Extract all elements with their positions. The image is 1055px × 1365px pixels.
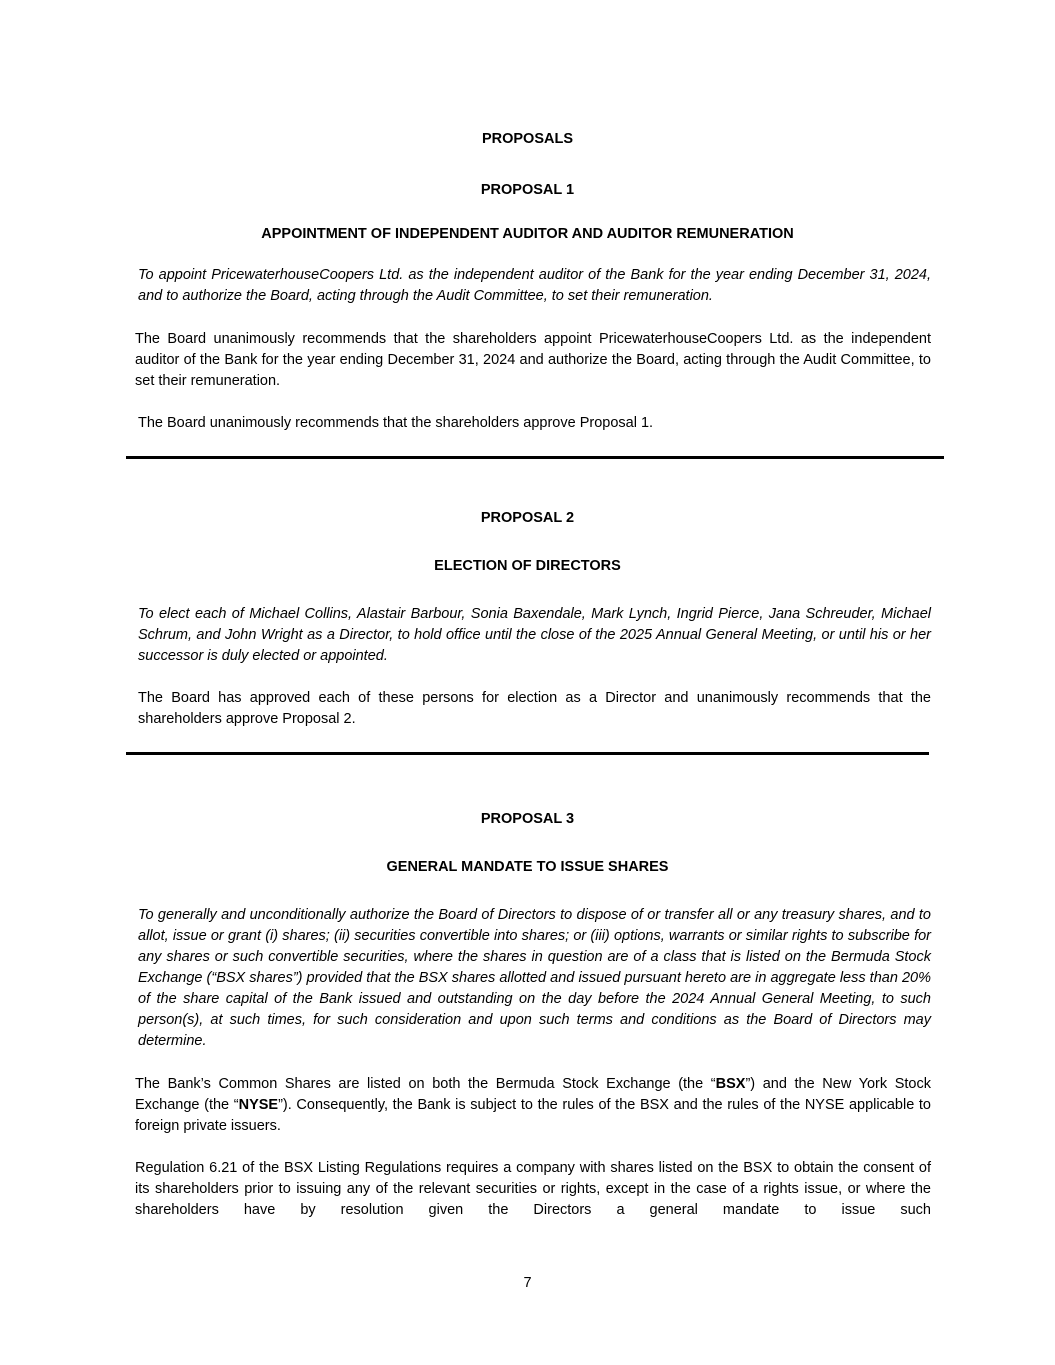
proposal-2-number: PROPOSAL 2 <box>480 510 575 526</box>
proposal-2-recommendation: The Board has approved each of these persons for election as a Director and unanimously recommends that the shareholders approve Proposal 2. <box>138 690 931 727</box>
section-divider <box>126 752 929 755</box>
section-divider <box>126 456 944 459</box>
proposal-1-recommendation-detail: The Board unanimously recommends that the shareholders appoint PricewaterhouseCoopers Ltd. as the independent auditor of the Bank for the year ending December 31, 2024 and authorize the Board, acting through the Audit Committee, to set their remuneration. <box>135 331 931 389</box>
page-number: 7 <box>523 1275 532 1291</box>
proposal-2-resolution: To elect each of Michael Collins, Alastair Barbour, Sonia Baxendale, Mark Lynch, Ingrid Pierce, Jana Schreuder, Michael Schrum, and John Wright as a Director, to hold office until the close of the 2025 Annual General Meeting, or until his or her successor is duly elected or appointed. <box>138 606 931 664</box>
proposal-1-resolution: To appoint PricewaterhouseCoopers Ltd. as the independent auditor of the Bank for the year ending December 31, 2024, and to authorize the Board, acting through the Audit Committee, to set their remuneration. <box>138 267 931 304</box>
listing-text-2: ”) and the New York Stock Exchange (the “ <box>135 1076 931 1113</box>
listing-text-3: ”). Consequently, the Bank is subject to the rules of the BSX and the rules of the NYSE applicable to foreign private issuers. <box>135 1097 931 1134</box>
listing-text-1: The Bank’s Common Shares are listed on both the Bermuda Stock Exchange (the “ <box>135 1076 716 1092</box>
bsx-defined-term: BSX <box>715 1076 746 1092</box>
proposal-1-title: APPOINTMENT OF INDEPENDENT AUDITOR AND AUDITOR REMUNERATION <box>261 226 794 242</box>
proposal-2-title: ELECTION OF DIRECTORS <box>434 558 621 574</box>
proposal-1-recommendation: The Board unanimously recommends that the shareholders approve Proposal 1. <box>138 415 654 431</box>
proposal-3-listing-paragraph <box>135 1074 931 1137</box>
proposal-1-number: PROPOSAL 1 <box>480 182 575 198</box>
proposals-heading: PROPOSALS <box>481 131 574 147</box>
proposal-3-regulation-paragraph: Regulation 6.21 of the BSX Listing Regulations requires a company with shares listed on the BSX to obtain the consent of its shareholders prior to issuing any of the relevant securities or rights, except in the case of a rights issue, or where the shareholders have by resolution given the Directors a general mandate to issue such <box>135 1160 931 1218</box>
proposal-3-title: GENERAL MANDATE TO ISSUE SHARES <box>386 859 669 875</box>
proposal-3-resolution: To generally and unconditionally authorize the Board of Directors to dispose of or transfer all or any treasury shares, and to allot, issue or grant (i) shares; (ii) securities convertible into shares; or (iii) options, warrants or similar rights to subscribe for any shares or such convertible securities, where the shares in question are of a class that is listed on the Bermuda Stock Exchange (“BSX shares”) provided that the BSX shares allotted and issued pursuant hereto are in aggregate less than 20% of the share capital of the Bank issued and outstanding on the day before the 2024 Annual General Meeting, to such person(s), at such times, for such consideration and upon such terms and conditions as the Board of Directors may determine. <box>138 907 931 1049</box>
proposal-3-number: PROPOSAL 3 <box>480 811 575 827</box>
nyse-defined-term: NYSE <box>238 1097 279 1113</box>
